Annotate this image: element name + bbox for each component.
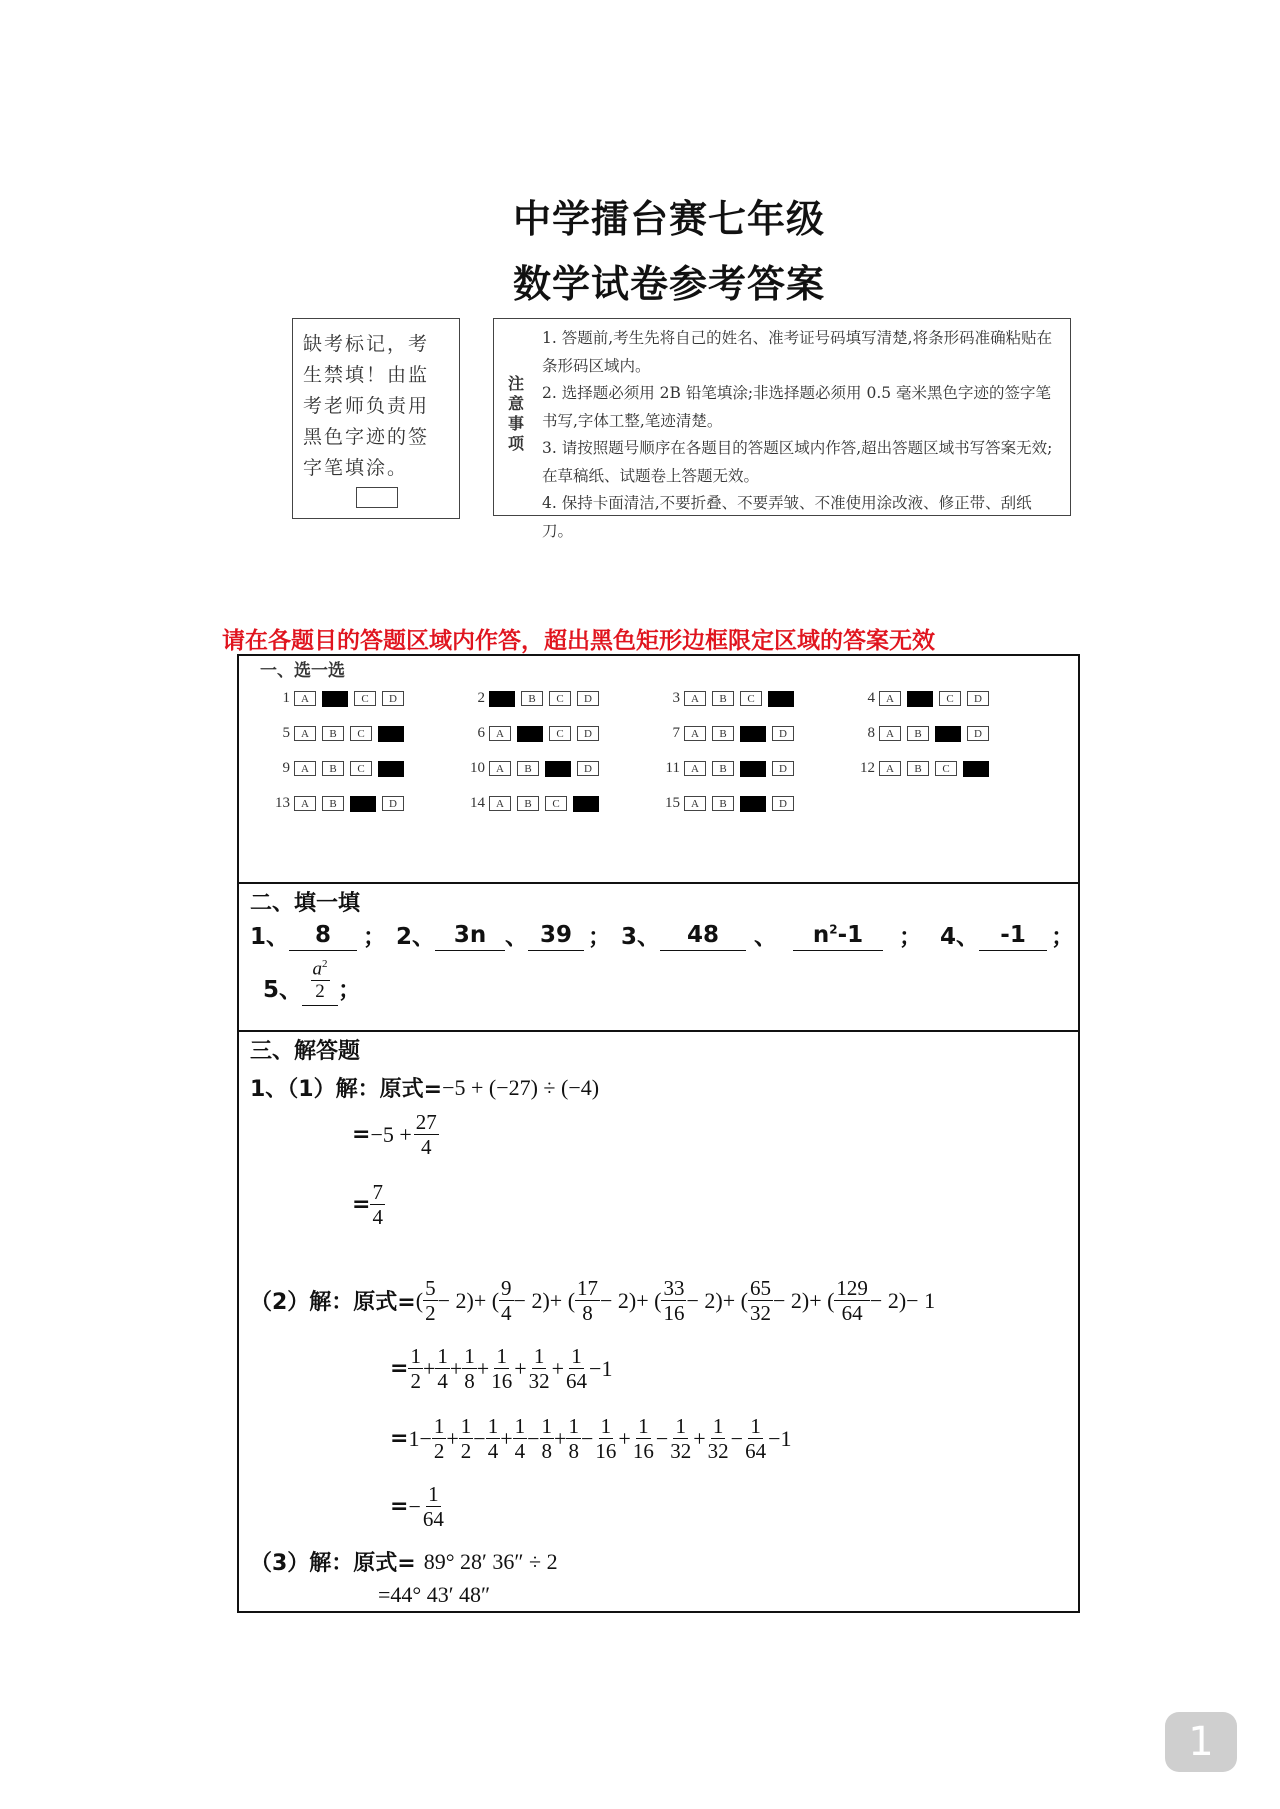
mc-question-15 (654, 795, 800, 812)
problem3-line2 (378, 1582, 490, 1608)
mc-question-10 (459, 760, 605, 777)
mc-option-a[interactable]: A (489, 761, 511, 776)
mc-option-d[interactable]: D (577, 691, 599, 706)
mc-option-c[interactable]: C (350, 726, 372, 741)
mc-question-number: 1 (282, 690, 290, 706)
mc-question-number: 13 (275, 795, 290, 811)
fraction: $\frac{1}{8}$ (464, 1344, 475, 1394)
mc-question-number: 12 (860, 760, 875, 776)
mc-option-d[interactable] (378, 761, 404, 777)
mc-option-b[interactable]: B (322, 761, 344, 776)
mc-option-d[interactable]: D (772, 761, 794, 776)
problem2-label: （2）解：原式= (250, 1290, 416, 1316)
mc-option-b[interactable]: B (517, 761, 539, 776)
fraction: $\frac{27}{4}$ (415, 1110, 437, 1160)
answer-area-warning: 请在各题目的答题区域内作答，超出黑色矩形边框限定区域的答案无效 (222, 628, 935, 654)
fraction: $\frac{129}{64}$ (836, 1276, 868, 1326)
mc-option-b[interactable] (907, 691, 933, 707)
problem2-line1: （2）解：原式= ( $\frac{5}{2}$ − 2) + ( $\frac{9}{4}$ − 2) + ( $\frac{17}{8}$ − 2) + ( $\frac{33}{16}$ − 2) + ( $\frac{65}{32}$ − 2) + ( $\frac{129}{64}$ − 2) − 1 (250, 1276, 936, 1326)
fill-q2-answer-a: 3n (435, 922, 505, 951)
fraction: $\frac{1}{64}$ (422, 1482, 444, 1532)
mc-option-a[interactable]: A (489, 726, 511, 741)
mc-option-a[interactable]: A (684, 761, 706, 776)
instructions-side-label: 注意事项 (508, 374, 525, 453)
mc-option-a[interactable] (489, 691, 515, 707)
fill-q3-sep: 、 (754, 924, 778, 950)
problem2-line4: = − $\frac{1}{64}$ (390, 1482, 444, 1532)
mc-option-b[interactable]: B (322, 796, 344, 811)
fraction: $\frac{1}{16}$ (595, 1414, 617, 1464)
problem1-label: 1、（1）解：原式= (250, 1077, 443, 1102)
fill-q5-fraction: $\frac{a^2}{2}$ (312, 958, 328, 1003)
absent-mark-box (292, 318, 460, 519)
fraction: $\frac{65}{32}$ (749, 1276, 771, 1326)
fraction: $\frac{1}{64}$ (745, 1414, 767, 1464)
problem3-label: （3）解：原式= (250, 1551, 416, 1576)
fill-q4-answer: -1 (979, 922, 1047, 951)
mc-option-a[interactable]: A (684, 726, 706, 741)
mc-option-b[interactable]: B (712, 761, 734, 776)
mc-option-c[interactable] (740, 761, 766, 777)
mc-option-c[interactable]: C (354, 691, 376, 706)
fraction: $\frac{5}{2}$ (425, 1276, 436, 1326)
problem2-line2: = $\frac{1}{2}$ + $\frac{1}{4}$ + $\frac{1}{8}$ + $\frac{1}{16}$ + $\frac{1}{32}$ + $\frac{1}{64}$ −1 (390, 1344, 613, 1394)
mc-question-number: 4 (867, 690, 875, 706)
semicolon: ； (588, 924, 612, 950)
mc-question-number: 9 (282, 760, 290, 776)
section-divider (237, 1030, 1080, 1032)
fill-q2-label: 2、 (396, 924, 436, 950)
mc-option-c[interactable]: C (939, 691, 961, 706)
fraction: $\frac{1}{4}$ (514, 1414, 526, 1464)
fill-q5-label: 5、 (263, 977, 303, 1004)
mc-option-a[interactable]: A (489, 796, 511, 811)
fill-q5-answer (302, 958, 338, 1006)
mc-option-d[interactable]: D (382, 691, 404, 706)
fraction: $\frac{1}{2}$ (410, 1344, 421, 1394)
mc-question-number: 7 (672, 725, 680, 741)
fill-q4-label: 4、 (940, 924, 980, 950)
mc-option-c[interactable]: C (350, 761, 372, 776)
mc-question-12 (849, 760, 995, 777)
mc-question-5 (264, 725, 410, 742)
mc-question-9 (264, 760, 410, 777)
mc-question-number: 10 (470, 760, 485, 776)
semicolon: ； (1051, 924, 1075, 950)
fill-row-2 (263, 958, 361, 1006)
mc-option-d[interactable]: D (772, 726, 794, 741)
fraction: $\frac{1}{4}$ (437, 1344, 448, 1394)
page-title-line1: 中学擂台赛七年级 (512, 197, 825, 241)
section3-title: 三、解答题 (250, 1039, 361, 1064)
mc-option-d[interactable]: D (577, 761, 599, 776)
absent-mark-text: 缺考标记，考生禁填！由监考老师负责用黑色字迹的签字笔填涂。 (303, 333, 430, 479)
problem1-line2: = −5 + $\frac{27}{4}$ (352, 1110, 437, 1160)
problem3-line1 (250, 1546, 558, 1577)
mc-option-b[interactable]: B (907, 761, 929, 776)
fill-q1-label: 1、 (250, 924, 290, 950)
mc-option-a[interactable]: A (294, 796, 316, 811)
mc-option-c[interactable]: C (549, 691, 571, 706)
mc-question-6 (459, 725, 605, 742)
page-number-badge[interactable]: 1 (1165, 1712, 1237, 1772)
mc-option-c[interactable]: C (740, 691, 762, 706)
problem1-line3: = $\frac{7}{4}$ (352, 1180, 383, 1230)
mc-option-a[interactable]: A (294, 761, 316, 776)
mc-question-1 (264, 690, 410, 707)
mc-question-8 (849, 725, 995, 742)
mc-option-a[interactable]: A (684, 691, 706, 706)
fraction: $\frac{1}{32}$ (528, 1344, 550, 1394)
problem3-expr: 89° 28′ 36″ ÷ 2 (423, 1548, 558, 1574)
mc-question-2 (459, 690, 605, 707)
instructions-list (542, 325, 1062, 545)
section2-title: 二、填一填 (250, 891, 361, 916)
mc-option-d[interactable]: D (382, 796, 404, 811)
fill-q3-label: 3、 (621, 924, 661, 950)
semicolon: ； (363, 924, 387, 950)
mc-question-number: 14 (470, 795, 485, 811)
mc-option-c[interactable] (350, 796, 376, 812)
fill-q2-answer-b: 39 (528, 922, 584, 951)
fill-q1-answer: 8 (289, 922, 357, 951)
fill-row-1 (250, 918, 1074, 951)
fraction: $\frac{1}{32}$ (670, 1414, 692, 1464)
instruction-item: 4. 保持卡面清洁,不要折叠、不要弄皱、不准使用涂改液、修正带、刮纸刀。 (542, 494, 1032, 540)
instruction-item: 3. 请按照题号顺序在各题目的答题区域内作答,超出答题区域书写答案无效;在草稿纸、试题卷上答题无效。 (542, 439, 1053, 485)
mc-question-7 (654, 725, 800, 742)
mc-option-a[interactable]: A (294, 691, 316, 706)
fraction: $\frac{1}{8}$ (541, 1414, 553, 1464)
instruction-item: 2. 选择题必须用 2B 铅笔填涂;非选择题必须用 0.5 毫米黑色字迹的签字笔书写,字体工整,笔迹清楚。 (542, 384, 1052, 430)
problem1-expr: −5 + (−27) ÷ (−4) (442, 1074, 600, 1100)
fraction: $\frac{1}{8}$ (568, 1414, 579, 1464)
section1-title: 一、选一选 (260, 661, 345, 681)
mc-option-a[interactable]: A (879, 726, 901, 741)
mc-option-b[interactable]: B (907, 726, 929, 741)
problem3-result: =44° 43′ 48″ (378, 1582, 491, 1607)
mc-option-c[interactable] (740, 726, 766, 742)
semicolon: ； (899, 924, 923, 950)
semicolon: ； (338, 977, 362, 1004)
mc-option-d[interactable]: D (967, 726, 989, 741)
mc-option-d[interactable] (963, 761, 989, 777)
instruction-item: 1. 答题前,考生先将自己的姓名、准考证号码填写清楚,将条形码准确粘贴在条形码区域内。 (542, 329, 1053, 375)
mc-option-a[interactable]: A (879, 691, 901, 706)
mc-option-b[interactable]: B (521, 691, 543, 706)
mc-question-number: 3 (672, 690, 680, 706)
mc-question-number: 15 (665, 795, 680, 811)
problem1-line1 (250, 1072, 599, 1103)
mc-option-b[interactable]: B (517, 796, 539, 811)
fraction: $\frac{1}{32}$ (707, 1414, 729, 1464)
problem2-line3: = 1− $\frac{1}{2}$ + $\frac{1}{2}$ − $\frac{1}{4}$ + $\frac{1}{4}$ − $\frac{1}{8}$ + $\frac{1}{8}$ − $\frac{1}{16}$ + $\frac{1}{16}$ − $\frac{1}{32}$ + $\frac{1}{32}$ − $\frac{1}{64}$ −1 (390, 1414, 792, 1464)
mc-question-14 (459, 795, 605, 812)
mc-option-d[interactable]: D (967, 691, 989, 706)
mc-option-b[interactable]: B (712, 796, 734, 811)
instructions-box (493, 318, 1071, 540)
mc-option-d[interactable]: D (772, 796, 794, 811)
mc-question-number: 8 (867, 725, 875, 741)
mc-option-c[interactable] (935, 726, 961, 742)
problem1-step2-prefix: −5 + (370, 1121, 412, 1147)
mc-option-d[interactable] (573, 796, 599, 812)
mc-question-number: 11 (665, 760, 680, 776)
mc-question-number: 2 (477, 690, 485, 706)
mc-question-3 (654, 690, 800, 707)
fraction: $\frac{1}{64}$ (566, 1344, 588, 1394)
fraction: $\frac{17}{8}$ (577, 1276, 599, 1326)
fraction: $\frac{33}{16}$ (663, 1276, 685, 1326)
fraction: $\frac{1}{16}$ (632, 1414, 654, 1464)
mc-option-d[interactable]: D (577, 726, 599, 741)
mc-option-b[interactable] (517, 726, 543, 742)
mc-option-c[interactable] (740, 796, 766, 812)
mc-option-c[interactable]: C (935, 761, 957, 776)
mc-option-d[interactable] (768, 691, 794, 707)
mc-option-b[interactable]: B (322, 726, 344, 741)
mc-option-a[interactable]: A (879, 761, 901, 776)
fraction: $\frac{9}{4}$ (501, 1276, 512, 1326)
fraction: $\frac{1}{2}$ (433, 1414, 445, 1464)
mc-question-number: 5 (282, 725, 290, 741)
fraction: $\frac{1}{4}$ (487, 1414, 499, 1464)
page-title-line2: 数学试卷参考答案 (512, 262, 825, 306)
mc-option-b[interactable] (322, 691, 348, 707)
fraction: $\frac{7}{4}$ (372, 1180, 383, 1230)
fill-q3-answer-a: 48 (660, 922, 746, 951)
mc-option-b[interactable]: B (712, 726, 734, 741)
mc-question-4 (849, 690, 995, 707)
mc-option-d[interactable] (378, 726, 404, 742)
mc-option-c[interactable]: C (545, 796, 567, 811)
mc-question-number: 6 (477, 725, 485, 741)
mc-option-c[interactable]: C (549, 726, 571, 741)
fraction: $\frac{1}{16}$ (491, 1344, 513, 1394)
mc-question-13 (264, 795, 410, 812)
absent-mark-checkbox[interactable] (356, 487, 398, 508)
fraction: $\frac{1}{2}$ (460, 1414, 472, 1464)
mc-option-b[interactable]: B (712, 691, 734, 706)
mc-question-11 (654, 760, 800, 777)
mc-option-c[interactable] (545, 761, 571, 777)
fill-q3-answer-b: $n^2-1$ (793, 922, 883, 951)
mc-option-a[interactable]: A (684, 796, 706, 811)
mc-option-a[interactable]: A (294, 726, 316, 741)
fill-q2-sep: 、 (505, 924, 529, 950)
section-divider (237, 882, 1080, 884)
